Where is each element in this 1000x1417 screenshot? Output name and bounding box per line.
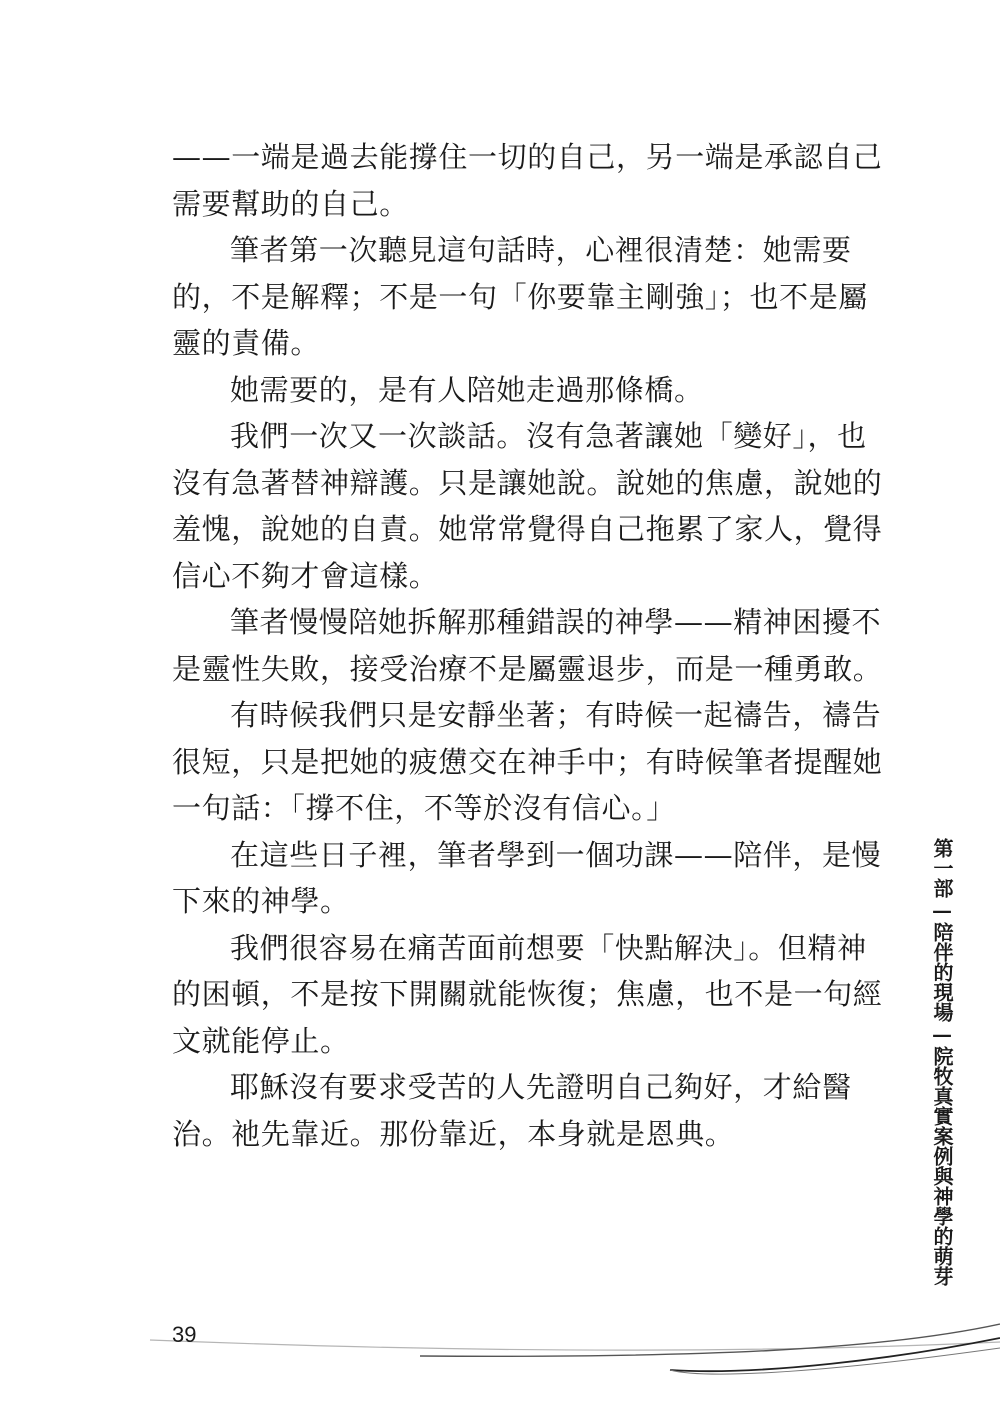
- text-line: 下來的神學。: [172, 884, 350, 918]
- footer-swoosh-decoration: [0, 1320, 1000, 1410]
- text-line: 有時候我們只是安靜坐著；有時候一起禱告，禱告: [230, 698, 882, 732]
- text-line: 很短，只是把她的疲憊交在神手中；有時候筆者提醒她: [172, 744, 883, 779]
- swoosh-curve: [420, 1324, 1000, 1356]
- text-line: 一句話：「撐不住，不等於沒有信心。」: [172, 791, 676, 825]
- text-line: 的，不是解釋；不是一句「你要靠主剛強」；也不是屬: [172, 279, 868, 314]
- text-line: 沒有急著替神辯護。只是讓她說。說她的焦慮，說她的: [172, 465, 883, 500]
- text-line: 靈的責備。: [172, 326, 321, 360]
- text-line: 筆者慢慢陪她拆解那種錯誤的神學——精神困擾不: [230, 605, 882, 639]
- text-line: 在這些日子裡，筆者學到一個功課——陪伴，是慢: [230, 837, 882, 872]
- running-section-title: 第一部—陪伴的現場—院牧真實案例與神學的萌芽: [930, 838, 954, 1286]
- text-line: 治。祂先靠近。那份靠近，本身就是恩典。: [172, 1116, 735, 1151]
- text-line: 信心不夠才會這樣。: [172, 558, 439, 593]
- page-number: 39: [172, 1322, 197, 1347]
- text-line: 文就能停止。: [172, 1023, 350, 1058]
- swoosh-curve: [150, 1340, 1000, 1350]
- text-line: ——一端是過去能撐住一切的自己，另一端是承認自己: [172, 140, 883, 174]
- text-line: 筆者第一次聽見這句話時，心裡很清楚：她需要: [230, 233, 852, 267]
- text-line: 我們很容易在痛苦面前想要「快點解決」。但精神: [230, 930, 867, 965]
- text-line: 羞愧，說她的自責。她常常覺得自己拖累了家人，覺得: [172, 512, 883, 546]
- swoosh-curve: [670, 1348, 1000, 1374]
- text-line: 的困頓，不是按下開關就能恢復；焦慮，也不是一句經: [172, 977, 883, 1011]
- text-line: 是靈性失敗，接受治療不是屬靈退步，而是一種勇敢。: [172, 651, 883, 686]
- text-line: 她需要的，是有人陪她走過那條橋。: [230, 372, 704, 407]
- text-line: 需要幫助的自己。: [172, 186, 409, 221]
- body-text: [172, 134, 883, 1157]
- text-line: 我們一次又一次談話。沒有急著讓她「變好」，也: [230, 419, 867, 453]
- text-line: 耶穌沒有要求受苦的人先證明自己夠好，才給醫: [230, 1070, 852, 1104]
